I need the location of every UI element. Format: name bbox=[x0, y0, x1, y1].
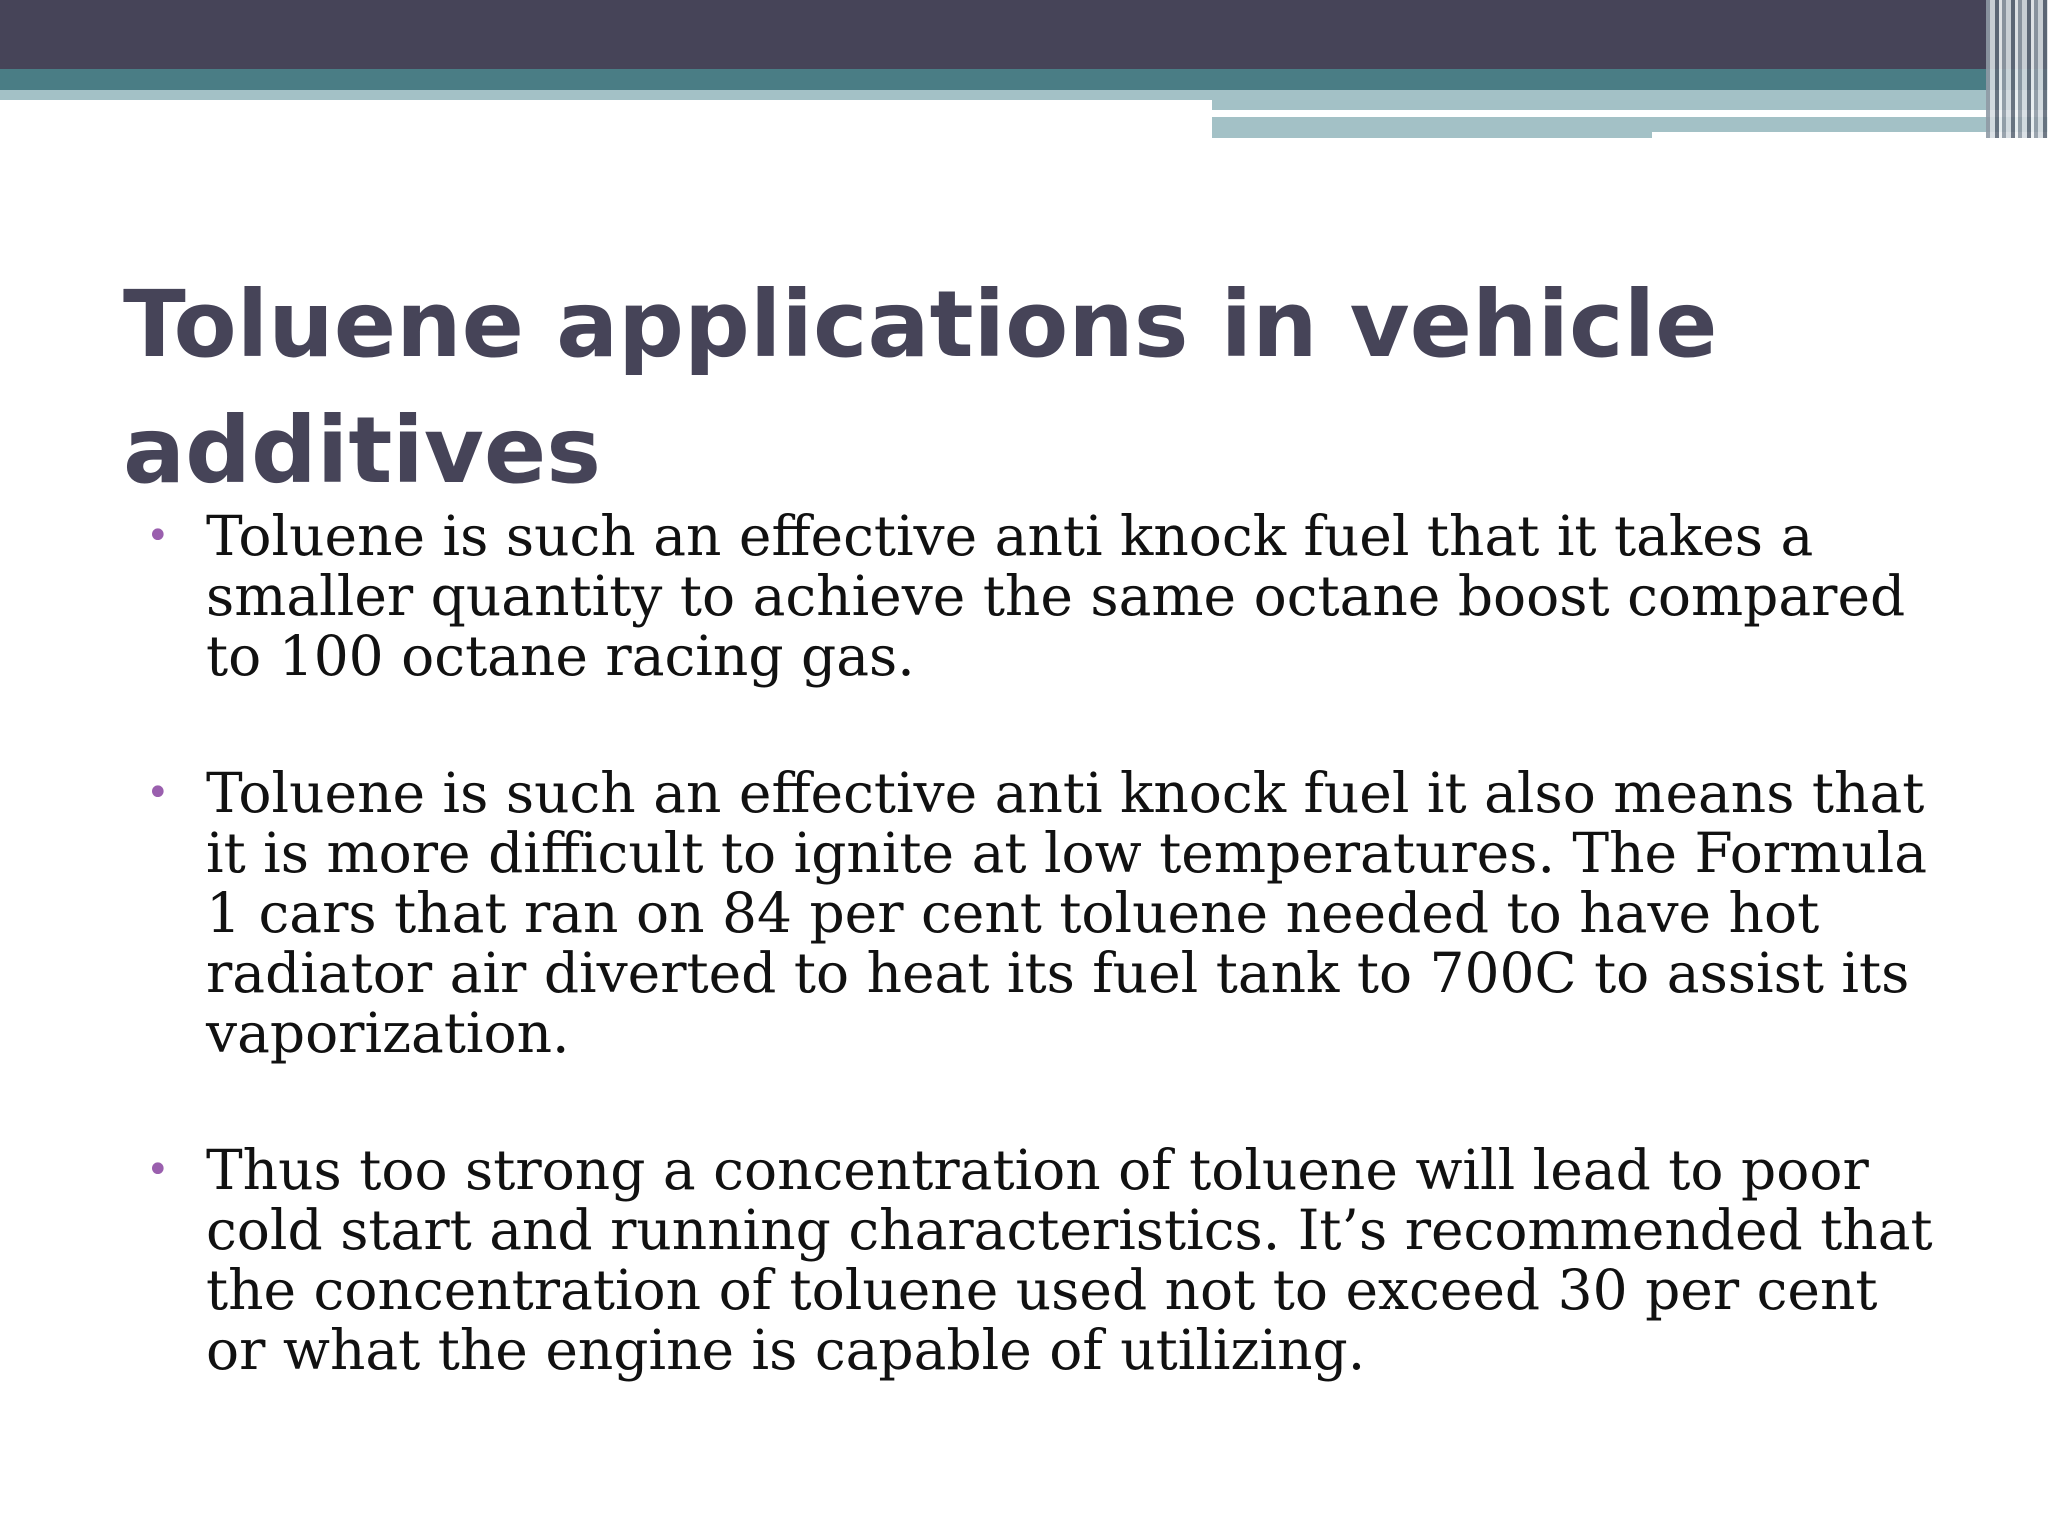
bullet-item-1 bbox=[146, 506, 1946, 686]
bullet-dot-icon: • bbox=[146, 513, 170, 559]
header-edge-stripes bbox=[1986, 0, 2048, 138]
header-band-light-lower bbox=[1212, 117, 1652, 138]
header-band-light-left bbox=[0, 90, 1212, 100]
bullet-item-3 bbox=[146, 1140, 1946, 1380]
bullet-list bbox=[146, 506, 1946, 1457]
bullet-text-2: Toluene is such an effective anti knock fuel it also means that it is more difficult to ignite at low temperatures. The Formula 1 cars that ran on 84 per cent toluene needed to have hot radiator air diverted to heat its fuel tank to 700C to assist its vaporization. bbox=[206, 761, 1928, 1065]
header-band-teal bbox=[0, 69, 2048, 90]
bullet-item-2 bbox=[146, 763, 1946, 1063]
header-band-light-right bbox=[1212, 90, 2048, 110]
bullet-text-1: Toluene is such an effective anti knock fuel that it takes a smaller quantity to achieve the same octane boost compared to 100 octane racing gas. bbox=[206, 504, 1906, 688]
bullet-text-3: Thus too strong a concentration of toluene will lead to poor cold start and running characteristics. It’s recommended that the concentration of toluene used not to exceed 30 per cent or what the engine is capable of utilizing. bbox=[206, 1138, 1933, 1382]
bullet-dot-icon: • bbox=[146, 1147, 170, 1193]
bullet-dot-icon: • bbox=[146, 770, 170, 816]
header-band-dark bbox=[0, 0, 2048, 69]
slide-title: Toluene applications in vehicle additives bbox=[123, 271, 1718, 504]
